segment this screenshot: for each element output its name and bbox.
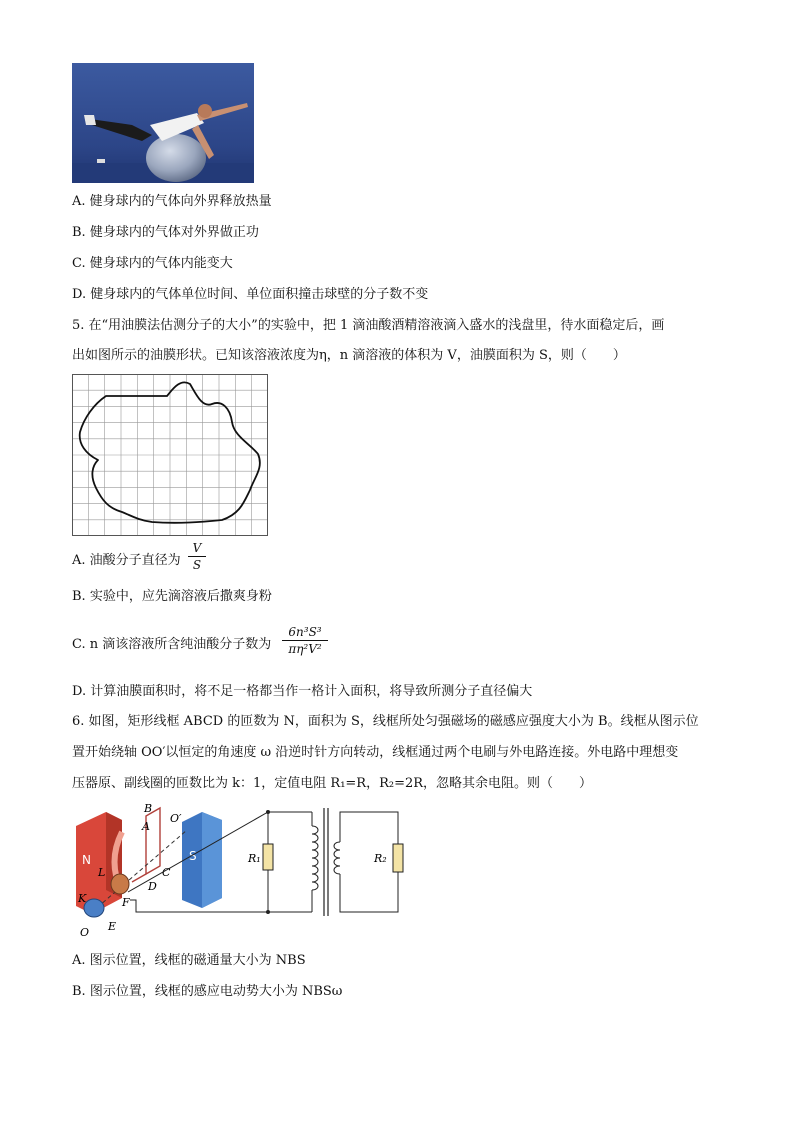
- magnet-n-label: N: [82, 853, 91, 867]
- label-o: O: [80, 926, 90, 938]
- fraction-denominator: S: [192, 558, 202, 572]
- q5-option-d: D. 计算油膜面积时，将不足一格都当作一格计入面积，将导致所测分子直径偏大: [72, 684, 533, 699]
- q4-option-a: A. 健身球内的气体向外界释放热量: [72, 194, 272, 209]
- label-o-prime: O′: [170, 812, 182, 825]
- q6-stem-line2: 置开始绕轴 OO′以恒定的角速度 ω 沿逆时针方向转动，线框通过两个电刷与外电路连接。外电路中理想变: [72, 745, 679, 760]
- label-k: K: [78, 892, 87, 905]
- label-r1: R₁: [248, 852, 261, 865]
- label-r2: R₂: [374, 852, 387, 865]
- fraction-denominator: πη²V²: [288, 642, 322, 656]
- magnet-s-label: S: [189, 849, 197, 863]
- label-e: E: [108, 920, 117, 933]
- q5-option-a-fraction: [188, 541, 206, 572]
- generator-transformer-circuit: [72, 802, 412, 938]
- q4-option-b: B. 健身球内的气体对外界做正功: [72, 225, 259, 240]
- oil-film-grid-figure: [72, 374, 268, 536]
- q6-stem-line3: 压器原、副线圈的匝数比为 k：1，定值电阻 R₁=R，R₂=2R，忽略其余电阻。则（ ）: [72, 776, 593, 791]
- q4-option-c: C. 健身球内的气体内能变大: [72, 256, 233, 271]
- q4-option-d: D. 健身球内的气体单位时间、单位面积撞击球壁的分子数不变: [72, 287, 429, 302]
- q6-option-b: B. 图示位置，线框的感应电动势大小为 NBSω: [72, 984, 343, 999]
- label-f: F: [122, 896, 130, 909]
- q5-option-a-prefix: A. 油酸分子直径为: [72, 553, 181, 568]
- fitness-ball-photo: [72, 63, 254, 183]
- q5-stem-line2: 出如图所示的油膜形状。已知该溶液浓度为η，n 滴溶液的体积为 V，油膜面积为 S，则（ ）: [72, 348, 626, 363]
- label-a: A: [142, 820, 150, 833]
- label-c: C: [162, 866, 171, 879]
- q6-stem-line1: 6. 如图，矩形线框 ABCD 的匝数为 N，面积为 S，线框所处匀强磁场的磁感应强度大小为 B。线框从图示位: [72, 714, 699, 729]
- q5-option-b: B. 实验中，应先滴溶液后撒爽身粉: [72, 589, 272, 604]
- q6-option-a: A. 图示位置，线框的磁通量大小为 NBS: [72, 953, 306, 968]
- label-l: L: [98, 866, 106, 879]
- fraction-numerator: 6n³S³: [288, 625, 322, 639]
- q5-option-c-prefix: C. n 滴该溶液所含纯油酸分子数为: [72, 637, 272, 652]
- fraction-numerator: V: [192, 541, 202, 555]
- label-d: D: [148, 880, 157, 893]
- label-b: B: [144, 802, 153, 815]
- q5-option-c-fraction: [282, 625, 328, 656]
- q5-stem-line1: 5. 在“用油膜法估测分子的大小”的实验中，把 1 滴油酸酒精溶液滴入盛水的浅盘里，待水面稳定后，画: [72, 318, 665, 333]
